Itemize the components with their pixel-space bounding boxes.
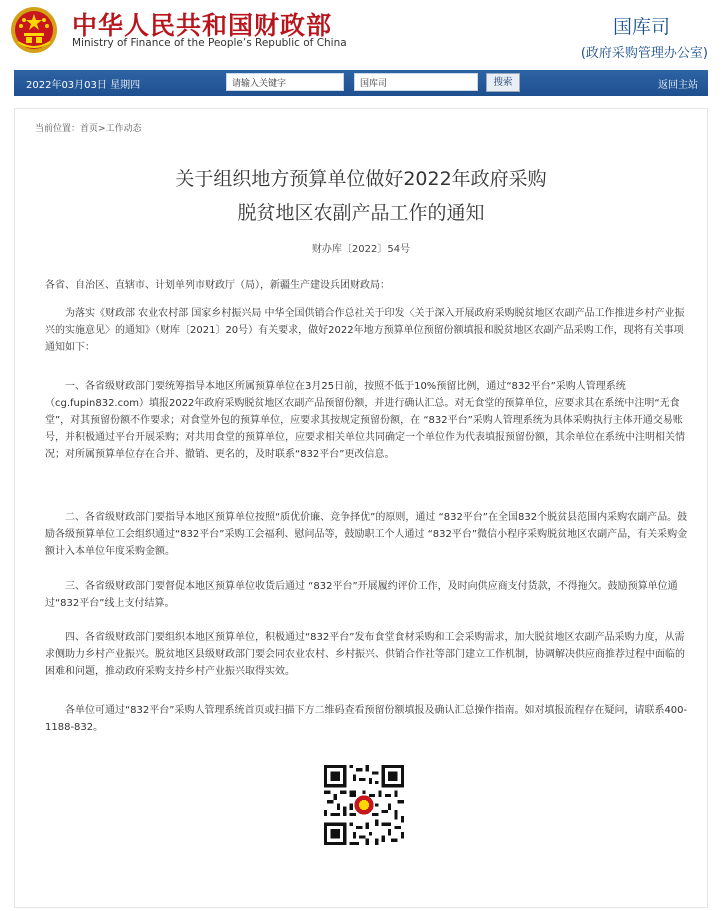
paragraph-item-4: 四、各省级财政部门要组织本地区预算单位，积极通过“832平台”发布食堂食材采购和工会采购需求，加大脱贫地区农副产品采购力度，从需求侧助力乡村产业振兴。脱贫地区县级财政部门要会同农业农村、乡村振兴、供销合作社等部门建立工作机制，协调解决供应商推荐过程中面临的困难和问题，推动政府采购支持乡村产业振兴取得实效。: [45, 632, 685, 677]
site-title-english: Ministry of Finance of the People’s Republic of China: [72, 37, 347, 49]
department-subtitle: (政府采购管理办公室): [580, 46, 708, 61]
top-nav-bar: [14, 70, 708, 96]
breadcrumb-home-link[interactable]: 首页: [80, 124, 99, 134]
site-header: [0, 0, 722, 66]
current-date: 2022年03月03日 星期四: [26, 80, 141, 91]
breadcrumb-separator: >: [98, 124, 106, 134]
article-panel: [14, 108, 708, 908]
paragraph-item-3: 三、各省级财政部门要督促本地区预算单位收货后通过 “832平台”开展履约评价工作，及时向供应商支付货款，不得拖欠。鼓励预算单位通过“832平台”线上支付结算。: [45, 581, 678, 609]
search-scope-field[interactable]: [354, 73, 478, 91]
document-number: 财办库〔2022〕54号: [311, 244, 411, 255]
article-title-line-2: 脱贫地区农副产品工作的通知: [237, 202, 485, 224]
article-title-line-1: 关于组织地方预算单位做好2022年政府采购: [175, 168, 547, 190]
return-home-link[interactable]: 返回主站: [658, 80, 698, 91]
breadcrumb: [35, 121, 142, 134]
paragraph-item-1: 一、各省级财政部门要统筹指导本地区所属预算单位在3月25日前，按照不低于10%预留比例，通过“832平台”采购人管理系统（cg.fupin832.com）填报2022年政府采购脱贫地区农副产品预留份额，并进行确认汇总。对无食堂的预算单位，应要求其在系统中注明“无食堂”，对其预留份额不作要求；对食堂外包的预算单位，应要求其按规定预留份额，在 “832平台”采购人管理系统为具体采购执行主体开通交易账号，并积极通过平台开展采购；对共用食堂的预算单位，应要求相关单位共同确定一个单位作为代表填报预留份额，其余单位在系统中注明相关情况；对所属预算单位存在合并、撤销、更名的，及时联系“832平台”更改信息。: [45, 381, 685, 460]
search-input[interactable]: [226, 73, 344, 91]
salutation: 各省、自治区、直辖市、计划单列市财政厅（局），新疆生产建设兵团财政局：: [45, 280, 390, 291]
paragraph-intro: 为落实《财政部 农业农村部 国家乡村振兴局 中华全国供销合作总社关于印发〈关于深入开展政府采购脱贫地区农副产品工作推进乡村产业振兴的实施意见〉的通知》（财库〔2021〕20号）有关要求，做好2022年地方预算单位预留份额填报和脱贫地区农副产品采购工作，现将有关事项通知如下：: [45, 308, 685, 353]
breadcrumb-prefix: 当前位置：: [35, 124, 81, 134]
site-title: 中华人民共和国财政部: [72, 11, 333, 40]
qr-code-icon: [324, 765, 404, 845]
paragraph-item-2: 二、各省级财政部门要指导本地区预算单位按照“质优价廉、竞争择优”的原则，通过 “832平台”在全国832个脱贫县范围内采购农副产品。鼓励各级预算单位工会组织通过“832平台”采购工会福利、慰问品等，鼓励职工个人通过 “832平台”微信小程序采购脱贫地区农副产品，有关采购金额计入本单位年度采购金额。: [45, 512, 688, 557]
search-button[interactable]: 搜索: [486, 73, 520, 92]
breadcrumb-section-link[interactable]: 工作动态: [105, 124, 142, 134]
paragraph-contact: 各单位可通过“832平台”采购人管理系统首页或扫描下方二维码查看预留份额填报及确认汇总操作指南。如对填报流程存在疑问，请联系400-1188-832。: [45, 705, 688, 733]
national-emblem-icon: [10, 6, 58, 54]
department-name: 国库司: [612, 16, 670, 38]
